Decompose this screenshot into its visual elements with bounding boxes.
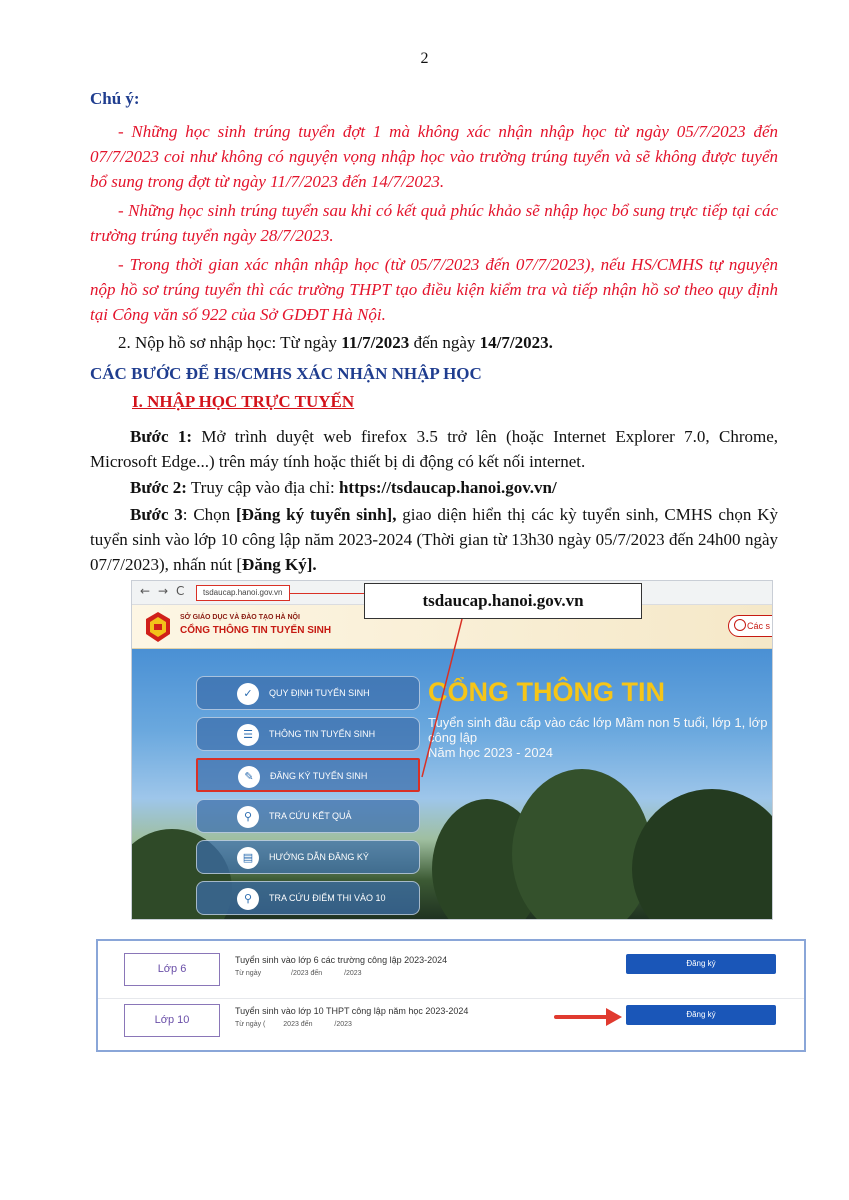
portal-screenshot (131, 580, 773, 920)
grade-box: Lớp 6 (124, 953, 220, 986)
register-button[interactable]: Đăng ký (626, 954, 776, 974)
date-end: /2023 (334, 1021, 352, 1028)
submission-middle: đến ngày (409, 333, 480, 352)
rules-icon: ✓ (237, 683, 259, 705)
date-end: /2023 (344, 970, 362, 977)
row-divider (98, 998, 804, 999)
registration-title: Tuyển sinh vào lớp 6 các trường công lập 2023-2024 (235, 955, 448, 965)
search-result-icon: ⚲ (237, 806, 259, 828)
section-title: I. NHẬP HỌC TRỰC TUYẾN (132, 392, 355, 411)
step-1 (90, 424, 778, 474)
contact-label: Các s (747, 621, 771, 631)
submission-paragraph (90, 330, 778, 355)
org-name: SỞ GIÁO DỤC VÀ ĐÀO TẠO HÀ NỘI (180, 614, 300, 621)
step-1-label: Bước 1: (130, 427, 193, 446)
register-button[interactable]: Đăng ký (626, 1005, 776, 1025)
reload-icon[interactable]: C (176, 584, 185, 598)
date-middle: /2023 đến (291, 970, 323, 977)
guide-icon: ▤ (237, 847, 259, 869)
step-1-text: Mở trình duyệt web firefox 3.5 trở lên (hoặc Internet Explorer 7.0, Chrome, Microsoft Edge...) trên máy tính hoặc thiết bị di động có kết nối internet. (90, 427, 778, 471)
hero-year: Năm học 2023 - 2024 (428, 745, 554, 760)
menu-label: TRA CỨU KẾT QUẢ (269, 811, 352, 821)
date-middle: 2023 đến (283, 1021, 313, 1028)
info-icon: ☰ (237, 724, 259, 746)
register-icon: ✎ (238, 766, 260, 788)
hero-title: CỔNG THÔNG TIN (428, 677, 665, 707)
address-bar[interactable]: tsdaucap.hanoi.gov.vn (196, 585, 290, 601)
submission-date-from: 11/7/2023 (341, 333, 410, 352)
step-2-url[interactable]: https://tsdaucap.hanoi.gov.vn/ (338, 478, 557, 497)
grade-box: Lớp 10 (124, 1004, 220, 1037)
registration-date (235, 970, 362, 977)
registration-screenshot (96, 939, 806, 1052)
note-item-2: - Những học sinh trúng tuyển sau khi có kết quả phúc khảo sẽ nhập học bổ sung trực tiếp tại các trường trúng tuyển ngày 28/7/2023. (90, 201, 778, 245)
step-3-text-b: giao diện hiển thị các kỳ tuyển sinh, CMHS chọn Kỳ tuyển sinh vào lớp 10 công lập năm 2023-2024 (Thời gian từ 13h30 ngày 05/7/2023 đến 24h00 ngày 07/7/2023), nhấn nút [ (90, 505, 778, 574)
step-3-label: Bước 3 (130, 505, 183, 524)
menu-label: ĐĂNG KÝ TUYỂN SINH (270, 771, 368, 781)
menu-label: TRA CỨU ĐIỂM THI VÀO 10 (269, 893, 386, 903)
hero-subtitle-text: Tuyển sinh đầu cấp vào các lớp Mầm non 5 tuổi, lớp 1, lớp công lập (428, 715, 768, 745)
registration-date (235, 1021, 352, 1028)
page-number: 2 (420, 50, 429, 67)
step-3-text-c: ]. (306, 555, 317, 574)
date-prefix: Từ ngày ( (235, 1021, 266, 1028)
step-3-button-ref: Đăng Ký (242, 555, 307, 574)
registration-title: Tuyển sinh vào lớp 10 THPT công lập năm học 2023-2024 (235, 1006, 469, 1016)
back-icon[interactable]: ← (140, 584, 151, 598)
step-3-choice: [Đăng ký tuyển sinh], (235, 505, 397, 524)
note-item-3: - Trong thời gian xác nhận nhập học (từ 05/7/2023 đến 07/7/2023), nếu HS/CMHS tự nguyện nộp hồ sơ trúng tuyển thì các trường THPT tạo điều kiện kiểm tra và tiếp nhận hồ sơ theo quy định tại Công văn số 922 của Sở GDĐT Hà Nội. (90, 255, 778, 324)
arrow-right-icon (552, 1005, 624, 1029)
date-prefix: Từ ngày (235, 970, 262, 977)
steps-title: CÁC BƯỚC ĐỂ HS/CMHS XÁC NHẬN NHẬP HỌC (90, 364, 482, 383)
submission-date-to: 14/7/2023. (479, 333, 553, 352)
menu-label: HƯỚNG DẪN ĐĂNG KÝ (269, 852, 369, 862)
step-2-label: Bước 2: (130, 478, 187, 497)
menu-label: QUY ĐỊNH TUYỂN SINH (269, 688, 370, 698)
menu-label: THÔNG TIN TUYỂN SINH (269, 729, 376, 739)
submission-prefix: 2. Nộp hồ sơ nhập học: Từ ngày (118, 333, 342, 352)
note-title: Chú ý: (90, 89, 140, 108)
search-score-icon: ⚲ (237, 888, 259, 910)
step-2-text: Truy cập vào địa chỉ: (186, 478, 339, 497)
note-item-1: - Những học sinh trúng tuyển đợt 1 mà không xác nhận nhập học từ ngày 05/7/2023 đến 07/7/2023 coi như không có nguyện vọng nhập học vào trường trúng tuyển và sẽ không được tuyển bổ sung trong đợt từ ngày 11/7/2023 đến 14/7/2023. (90, 122, 778, 191)
portal-name: CỔNG THÔNG TIN TUYỂN SINH (180, 625, 332, 636)
url-callout: tsdaucap.hanoi.gov.vn (364, 583, 642, 619)
pointer-arrow (132, 581, 773, 920)
step-3 (90, 502, 778, 577)
forward-icon[interactable]: → (158, 584, 169, 598)
step-3-text-a: : Chọn (182, 505, 236, 524)
step-2 (90, 475, 778, 500)
